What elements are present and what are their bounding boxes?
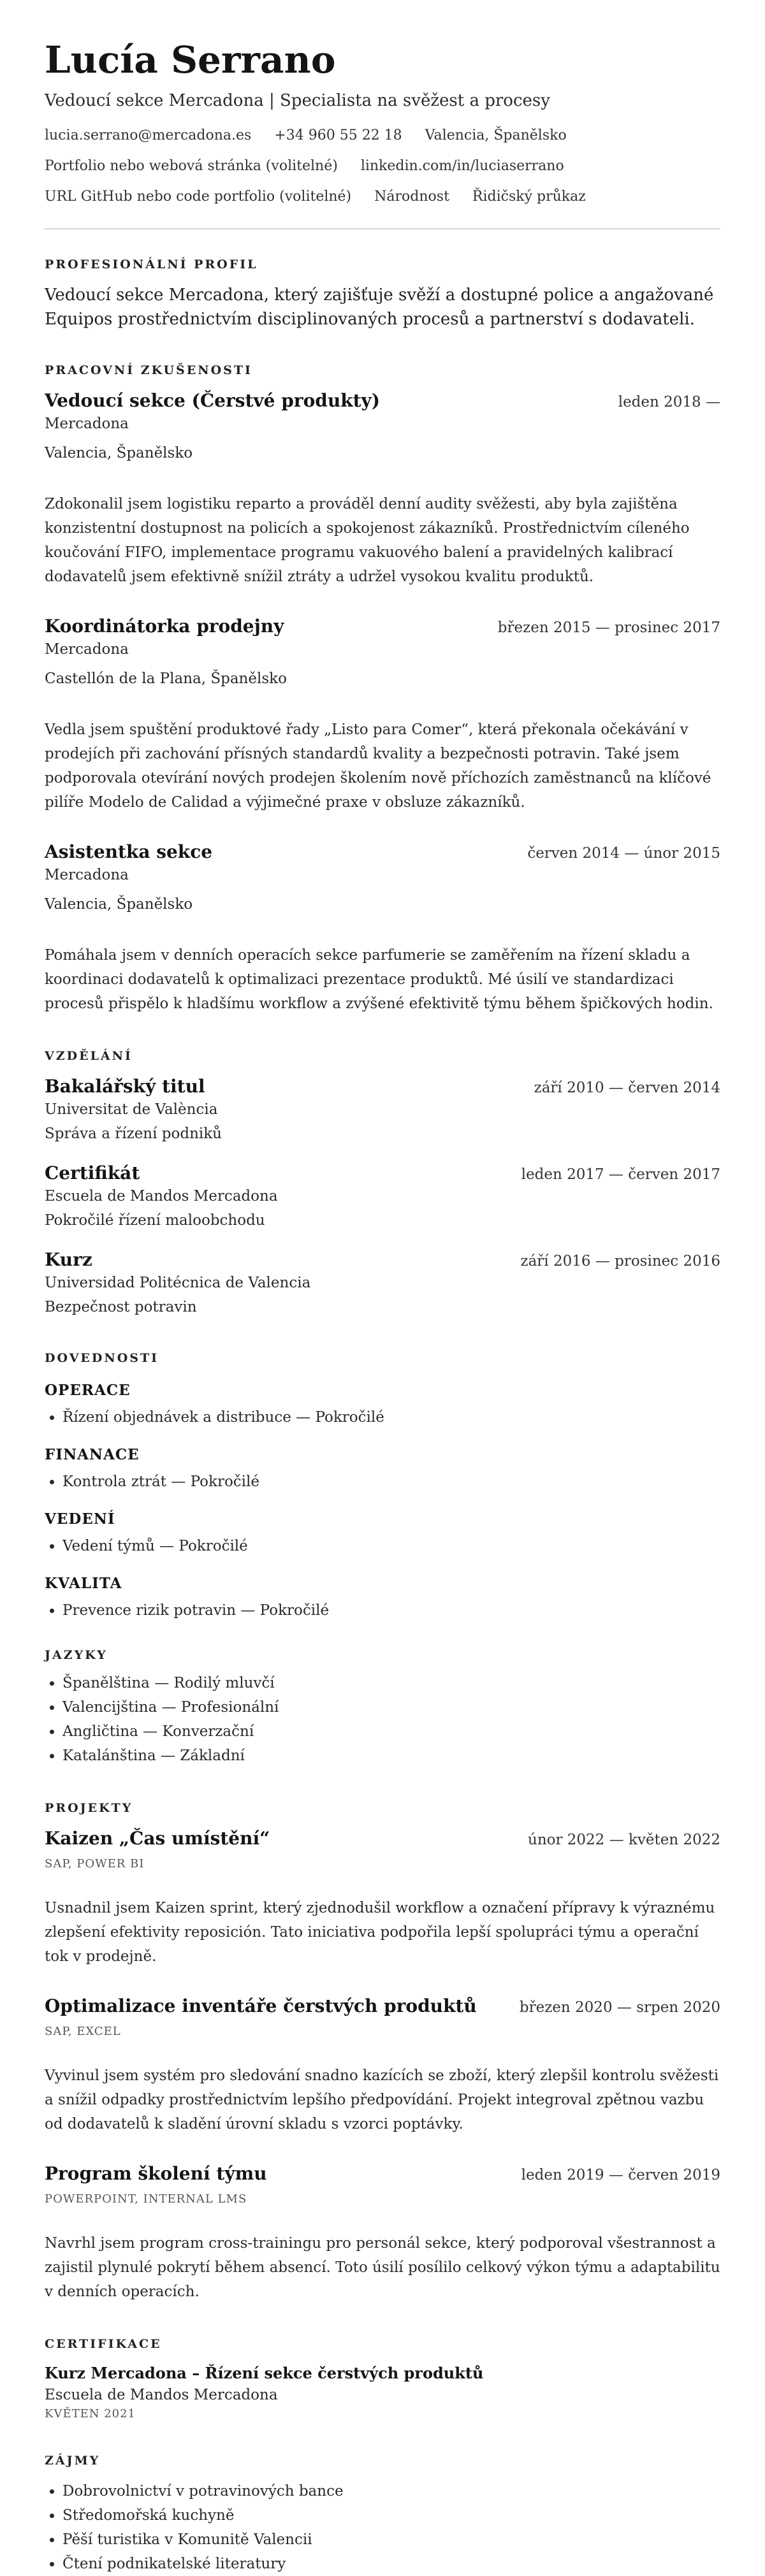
job-description: Zdokonalil jsem logistiku reparto a prováděl denní audity svěžesti, aby byla zajištěna konzistentní dostupnost na policích a spokojenost zákazníků. Prostřednictvím cíleného koučování FIFO, implementace programu vakuového balení a pravidelných kalibrací dodavatelů jsem efektivně snížil ztráty a udržel vysokou kvalitu produktů. — [45, 496, 690, 585]
job-description: Pomáhala jsem v denních operacích sekce parfumerie se zaměřením na řízení skladu a koordinaci dodavatelů k optimalizaci prezentace produktů. Mé úsilí ve standardizaci procesů přispělo k hladšímu workflow a zvýšené efektivitě týmu během špičkových hodin. — [45, 947, 713, 1012]
project-date: březen 2020 — srpen 2020 — [519, 1999, 720, 2016]
project-description: Usnadnil jsem Kaizen sprint, který zjednodušil workflow a označení přípravy k výraznému zlepšení efektivity reposición. Tato iniciativa podpořila lepší spolupráci týmu a operační tok v prodejně. — [45, 1900, 715, 1965]
job-location: Valencia, Španělsko — [45, 896, 193, 913]
degree-title: Bakalářský titul — [45, 1076, 205, 1097]
job-title: Asistentka sekce — [45, 841, 213, 862]
experience-entry — [45, 840, 720, 1016]
experience-section — [45, 363, 720, 1016]
profile-summary: Vedoucí sekce Mercadona, který zajišťuje svěží a dostupné police a angažované Equipos prostřednictvím disciplinovaných procesů a partnerství s dodavateli. — [45, 286, 714, 329]
header-divider — [45, 228, 720, 229]
skill-list — [45, 1598, 720, 1623]
language-item: • Španělština — Rodilý mluvčí — [62, 1671, 720, 1695]
email-link[interactable]: lucia.serrano@mercadona.es — [45, 127, 252, 143]
job-location: Castellón de la Plana, Španělsko — [45, 670, 287, 687]
project-tech: SAP, EXCEL — [45, 2025, 121, 2038]
nationality: Národnost — [374, 189, 449, 205]
interest-item: • Středomořská kuchyně — [62, 2503, 720, 2528]
job-location: Valencia, Španělsko — [45, 445, 193, 461]
certification-issuer: Escuela de Mandos Mercadona — [45, 2387, 278, 2403]
certification-entry — [45, 2363, 720, 2420]
skill-item: • Prevence rizik potravin — Pokročilé — [62, 1598, 720, 1623]
company: Mercadona — [45, 416, 129, 432]
language-list — [45, 1671, 720, 1768]
skill-list — [45, 1405, 720, 1429]
skill-item: • Řízení objednávek a distribuce — Pokročilé — [62, 1405, 720, 1429]
section-title-education: VZDĚLÁNÍ — [45, 1049, 133, 1063]
study-field: Pokročilé řízení maloobchodu — [45, 1212, 265, 1229]
skill-list — [45, 1534, 720, 1558]
project-entry — [45, 2162, 720, 2304]
education-entry — [45, 1075, 720, 1145]
certification-name: Kurz Mercadona – Řízení sekce čerstvých produktů — [45, 2364, 484, 2382]
education-entry — [45, 1161, 720, 1231]
section-title-certifications: CERTIFIKACE — [45, 2337, 162, 2351]
portfolio-link[interactable]: Portfolio nebo webová stránka (volitelné) — [45, 158, 338, 174]
project-tech: POWERPOINT, INTERNAL LMS — [45, 2192, 247, 2206]
school-name: Universitat de València — [45, 1101, 218, 1118]
projects-section — [45, 1801, 720, 2304]
project-description: Vyvinul jsem systém pro sledování snadno kazících se zboží, který zlepšil kontrolu svěžesti a snížil odpadky prostřednictvím lepšího předpovídání. Projekt integroval zpětnou vazbu od dodavatelů k sladění úrovní skladu s vzorci poptávky. — [45, 2067, 719, 2132]
job-date: březen 2015 — prosinec 2017 — [497, 619, 720, 636]
education-date: září 2010 — červen 2014 — [534, 1080, 720, 1096]
language-item: • Angličtina — Konverzační — [62, 1719, 720, 1744]
job-description: Vedla jsem spuštění produktové řady „Listo para Comer“, která překonala očekávání v prodejích při zachování přísných standardů kvality a bezpečnosti potravin. Také jsem podporovala otevírání nových prodejen školením nově příchozích zaměstnanců na klíčové pilíře Modelo de Calidad a výjimečné praxe v obsluze zákazníků. — [45, 721, 711, 811]
interest-item: • Čtení podnikatelské literatury — [62, 2552, 720, 2576]
github-link[interactable]: URL GitHub nebo code portfolio (volitelné) — [45, 189, 352, 205]
language-item: • Katalánština — Základní — [62, 1744, 720, 1768]
skills-section — [45, 1351, 720, 1768]
contact-row-2 — [45, 157, 720, 176]
section-title-projects: PROJEKTY — [45, 1801, 133, 1815]
study-field: Bezpečnost potravin — [45, 1299, 197, 1315]
project-name: Kaizen „Čas umístění“ — [45, 1828, 270, 1849]
degree-title: Kurz — [45, 1249, 92, 1270]
project-date: leden 2019 — červen 2019 — [521, 2167, 720, 2183]
experience-entry — [45, 389, 720, 589]
section-title-profile: PROFESIONÁLNÍ PROFIL — [45, 257, 258, 271]
project-entry — [45, 1827, 720, 1969]
skill-group-title: KVALITA — [45, 1575, 122, 1592]
project-name: Optimalizace inventáře čerstvých produktů — [45, 1995, 477, 2016]
job-title: Vedoucí sekce (Čerstvé produkty) — [45, 390, 381, 411]
interest-list — [45, 2479, 720, 2576]
project-tech: SAP, POWER BI — [45, 1857, 145, 1870]
certification-date: KVĚTEN 2021 — [45, 2407, 136, 2420]
project-description: Navrhl jsem program cross-trainingu pro personál sekce, který podporoval všestrannost a zajistil plynulé pokrytí během absencí. Toto úsilí posílilo celkový výkon týmu a adaptabilitu v denních operacích. — [45, 2235, 720, 2300]
interest-item: • Pěší turistika v Komunitě Valencii — [62, 2528, 720, 2552]
language-item: • Valencijština — Profesionální — [62, 1695, 720, 1719]
section-title-interests: ZÁJMY — [45, 2454, 101, 2468]
project-date: únor 2022 — květen 2022 — [528, 1832, 720, 1848]
profile-section — [45, 257, 720, 331]
skill-item: • Vedení týmů — Pokročilé — [62, 1534, 720, 1558]
study-field: Správa a řízení podniků — [45, 1125, 222, 1142]
education-date: leden 2017 — červen 2017 — [521, 1166, 720, 1183]
project-entry — [45, 1994, 720, 2136]
experience-entry — [45, 614, 720, 814]
project-name: Program školení týmu — [45, 2163, 267, 2184]
headline: Vedoucí sekce Mercadona | Specialista na svěžest a procesy — [45, 91, 550, 110]
skill-group-title: OPERACE — [45, 1382, 131, 1399]
company: Mercadona — [45, 641, 129, 658]
phone-number[interactable]: +34 960 55 22 18 — [274, 127, 402, 143]
interest-item: • Dobrovolnictví v potravinových bance — [62, 2479, 720, 2503]
skill-group-title: FINANACE — [45, 1446, 140, 1463]
job-date: leden 2018 — — [618, 394, 720, 410]
skill-item: • Kontrola ztrát — Pokročilé — [62, 1470, 720, 1494]
school-name: Escuela de Mandos Mercadona — [45, 1188, 278, 1205]
linkedin-link[interactable]: linkedin.com/in/luciaserrano — [360, 158, 564, 174]
education-entry — [45, 1248, 720, 1318]
section-title-languages: JAZYKY — [45, 1648, 108, 1662]
skill-group-title: VEDENÍ — [45, 1510, 115, 1528]
interests-section — [45, 2454, 720, 2576]
job-title: Koordinátorka prodejny — [45, 616, 284, 637]
company: Mercadona — [45, 867, 129, 883]
section-title-experience: PRACOVNÍ ZKUŠENOSTI — [45, 363, 252, 377]
certifications-section — [45, 2337, 720, 2420]
location: Valencia, Španělsko — [425, 127, 567, 143]
skill-list — [45, 1470, 720, 1494]
school-name: Universidad Politécnica de Valencia — [45, 1275, 311, 1291]
education-section — [45, 1049, 720, 1318]
section-title-skills: DOVEDNOSTI — [45, 1351, 159, 1365]
job-date: červen 2014 — únor 2015 — [527, 845, 720, 862]
contact-row-1 — [45, 126, 720, 145]
degree-title: Certifikát — [45, 1162, 140, 1183]
resume-header — [45, 37, 720, 206]
education-date: září 2016 — prosinec 2016 — [520, 1253, 720, 1270]
contact-row-3 — [45, 187, 720, 206]
candidate-name: Lucía Serrano — [45, 38, 336, 82]
driving-license: Řidičský průkaz — [472, 189, 586, 205]
